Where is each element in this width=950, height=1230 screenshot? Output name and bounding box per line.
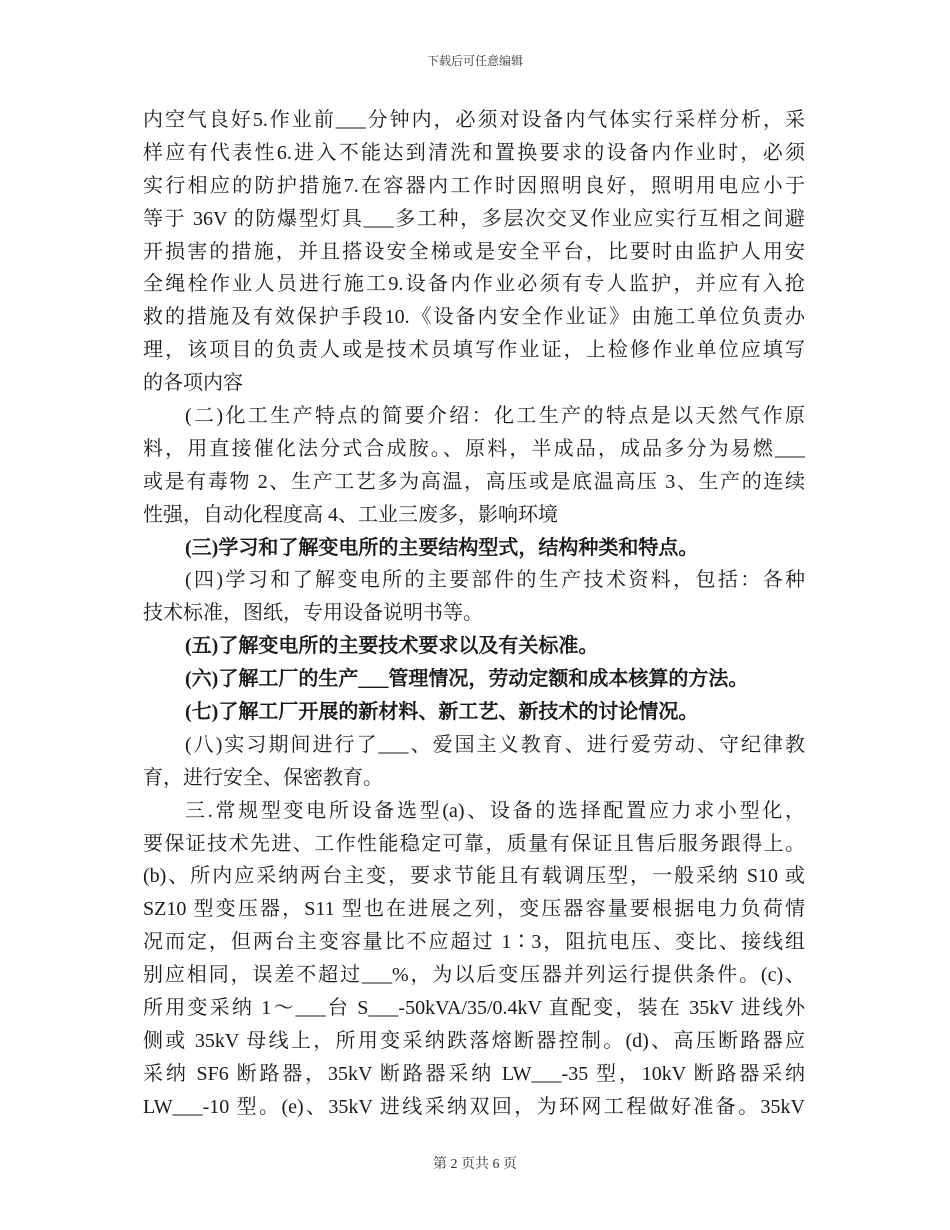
text-line: (六)了解工厂的生产___管理情况，劳动定额和成本核算的方法。	[185, 668, 749, 691]
text-line: 三.常规型变电所设备选型(a)、设备的选择配置应力求小型化，	[185, 799, 805, 822]
text-line: (五)了解变电所的主要技术要求以及有关标准。	[185, 635, 599, 658]
paragraph-item-4	[143, 564, 805, 630]
text-line: 别应相同，误差不超过___%，为以后变压器并列运行提供条件。(c)、	[143, 964, 805, 987]
paragraph-safety-measures	[143, 104, 805, 400]
text-line: 采纳 SF6 断路器，35kV 断路器采纳 LW___-35 型，10kV 断路器采纳	[143, 1062, 805, 1085]
paragraph-item-6	[143, 663, 805, 696]
paragraph-chemical-production-intro	[143, 400, 805, 532]
text-line: (四)学习和了解变电所的主要部件的生产技术资料，包括：各种	[185, 569, 805, 592]
text-line: 救的措施及有效保护手段10.《设备内安全作业证》由施工单位负责办	[143, 306, 805, 329]
text-line: (二)化工生产特点的简要介绍：化工生产的特点是以天然气作原	[185, 405, 805, 428]
document-body	[143, 104, 805, 1124]
paragraph-equipment-selection	[143, 795, 805, 1124]
paragraph-item-5	[143, 630, 805, 663]
text-line: (七)了解工厂开展的新材料、新工艺、新技术的讨论情况。	[185, 701, 699, 724]
text-line: 性强，自动化程度高 4、工业三废多，影响环境	[143, 503, 558, 526]
text-line: 理，该项目的负责人或是技术员填写作业证，上检修作业单位应填写	[143, 339, 805, 362]
page-number: 第 2 页共 6 页	[433, 1157, 517, 1172]
page-header-note: 下载后可任意编辑	[426, 54, 523, 68]
text-line: 料，用直接催化法分式合成胺。、原料，半成品，成品多分为易燃___	[143, 437, 805, 460]
text-line: (b)、所内应采纳两台主变，要求节能且有载调压型，一般采纳 S10 或	[143, 865, 805, 888]
text-line: 或是有毒物 2、生产工艺多为高温，高压或是底温高压 3、生产的连续	[143, 470, 805, 493]
text-line: 等于 36V 的防爆型灯具___多工种，多层次交叉作业应实行互相之间避	[143, 207, 805, 230]
paragraph-item-7	[143, 696, 805, 729]
text-line: 内空气良好5.作业前___分钟内，必须对设备内气体实行采样分析，采	[143, 109, 805, 131]
text-line: 实行相应的防护措施7.在容器内工作时因照明良好，照明用电应小于	[143, 174, 805, 197]
text-line: 的各项内容	[143, 372, 243, 395]
text-line: 开损害的措施，并且搭设安全梯或是安全平台，比要时由监护人用安	[143, 240, 805, 263]
text-line: 全绳栓作业人员进行施工9.设备内作业必须有专人监护，并应有入抢	[143, 273, 805, 296]
text-line: 侧或 35kV 母线上，所用变采纳跌落熔断器控制。(d)、高压断路器应	[143, 1029, 805, 1052]
text-line: 技术标准，图纸，专用设备说明书等。	[143, 602, 483, 625]
text-line: 育，进行安全、保密教育。	[143, 766, 383, 789]
text-line: 况而定，但两台主变容量比不应超过 1∶3，阻抗电压、变比、接线组	[143, 931, 805, 954]
paragraph-item-3	[143, 532, 805, 565]
text-line: 要保证技术先进、工作性能稳定可靠，质量有保证且售后服务跟得上。	[143, 832, 805, 855]
text-line: LW___-10 型。(e)、35kV 进线采纳双回，为环网工程做好准备。35kV	[143, 1095, 805, 1118]
text-line: (三)学习和了解变电所的主要结构型式，结构种类和特点。	[185, 536, 699, 559]
text-line: SZ10 型变压器，S11 型也在进展之列，变压器容量要根据电力负荷情	[143, 898, 805, 921]
paragraph-item-8	[143, 729, 805, 795]
text-line: 所用变采纳 1～___台 S___-50kVA/35/0.4kV 直配变，装在 35kV 进线外	[143, 997, 805, 1020]
text-line: (八)实习期间进行了___、爱国主义教育、进行爱劳动、守纪律教	[185, 733, 805, 756]
text-line: 样应有代表性6.进入不能达到清洗和置换要求的设备内作业时，必须	[143, 141, 805, 164]
